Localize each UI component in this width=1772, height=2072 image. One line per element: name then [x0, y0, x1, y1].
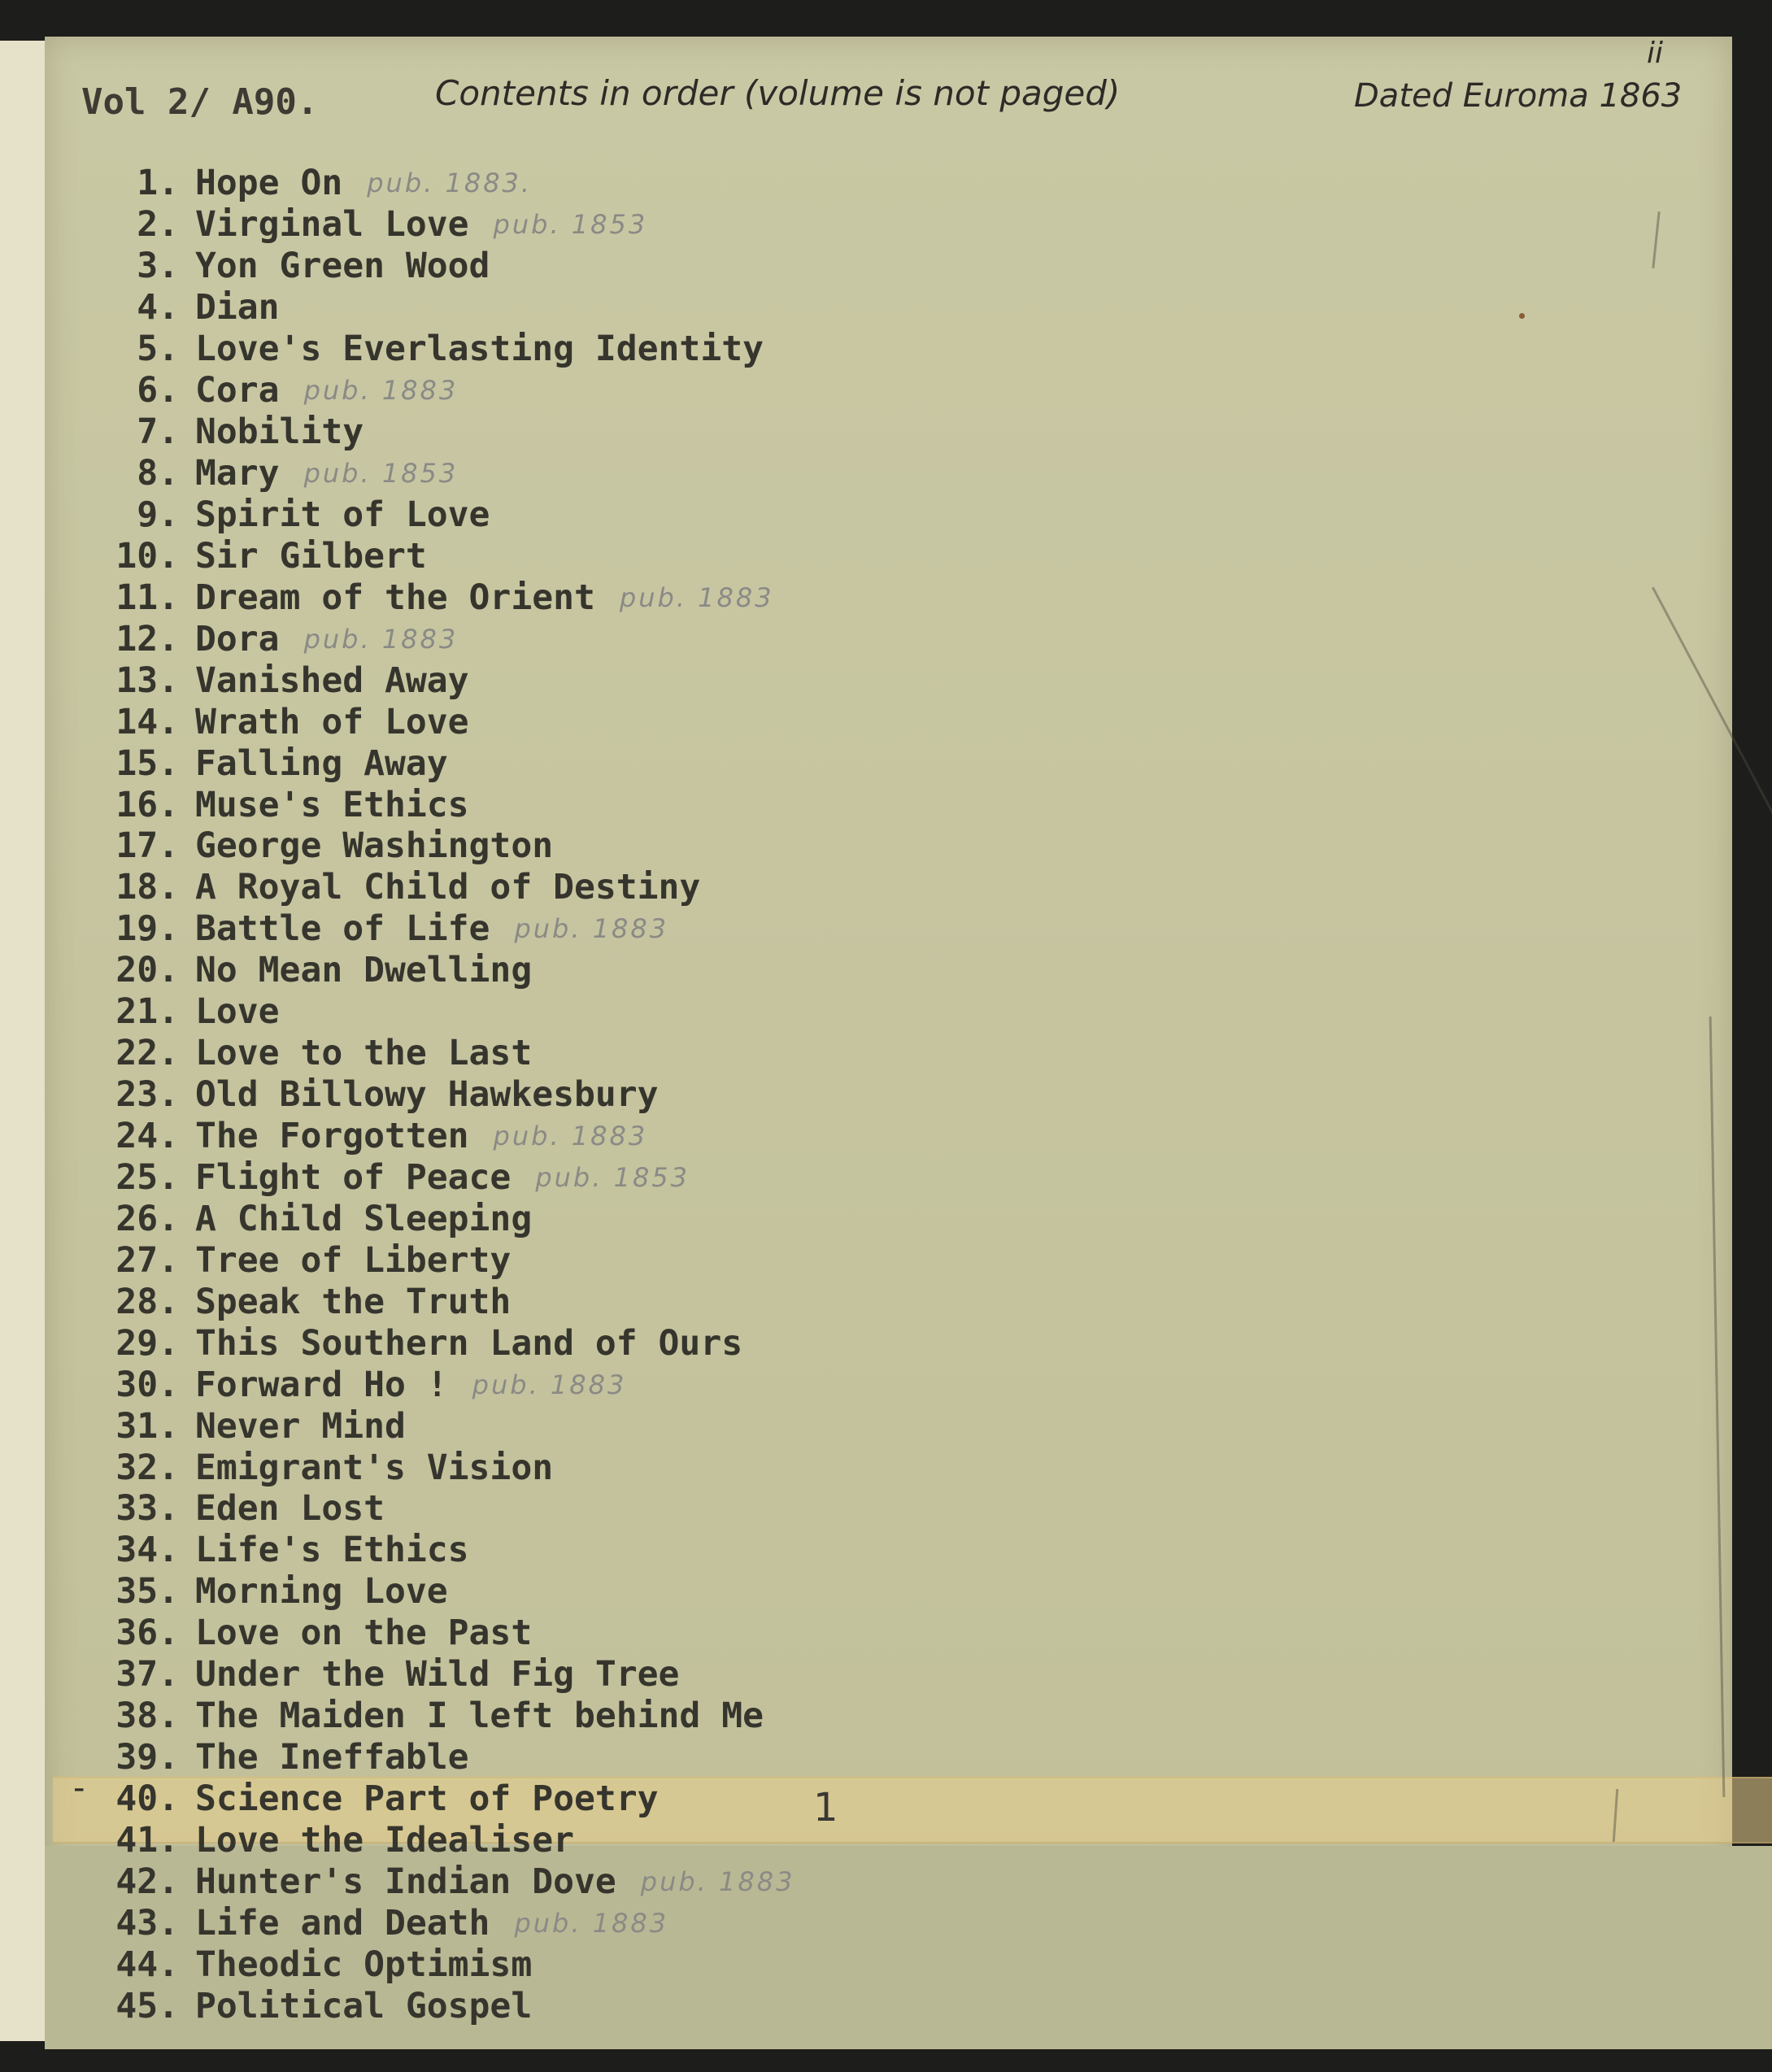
entry-number: 32. [115, 1447, 179, 1488]
contents-entry [77, 1281, 795, 1322]
contents-entry [77, 287, 795, 329]
contents-entry [77, 908, 795, 950]
contents-entry [77, 742, 795, 784]
contents-entry [77, 1737, 795, 1778]
contents-entry [77, 1447, 795, 1488]
entry-title: This Southern Land of Ours [195, 1322, 743, 1364]
contents-entry [77, 411, 795, 453]
entry-title: Speak the Truth [195, 1281, 512, 1322]
entry-number: 30. [115, 1364, 179, 1405]
margin-dash-mark: - [73, 1769, 85, 1807]
publication-note: pub. 1883 [303, 623, 459, 655]
entry-number: 35. [115, 1571, 179, 1613]
entry-number: 38. [115, 1695, 179, 1737]
entry-number: 11. [115, 577, 179, 618]
entry-number: 9. [137, 494, 179, 535]
publication-note: pub. 1883 [514, 913, 669, 945]
contents-entry [77, 1157, 795, 1199]
contents-entry [77, 1239, 795, 1281]
handwritten-contents-heading: Contents in order (volume is not paged) [435, 73, 1121, 113]
contents-entry [77, 825, 795, 867]
entry-title: Nobility [195, 411, 364, 453]
contents-entry [77, 1198, 795, 1239]
contents-entry [77, 1944, 795, 1985]
entry-title: Hunter's Indian Dove [195, 1861, 616, 1902]
entry-number: 25. [115, 1156, 179, 1198]
folio-number: ii [1647, 37, 1664, 70]
entry-title: Love the Idealiser [195, 1819, 574, 1861]
publication-note: pub. 1883 [640, 1865, 795, 1897]
publication-note: pub. 1883 [514, 1907, 669, 1939]
entry-title: The Maiden I left behind Me [195, 1695, 764, 1737]
contents-entry [77, 1985, 795, 2026]
contents-entry [77, 1778, 795, 1820]
entry-number: 27. [115, 1239, 179, 1281]
entry-number: 26. [115, 1198, 179, 1239]
contents-entry [77, 1820, 795, 1861]
entry-title: Dream of the Orient [195, 577, 595, 618]
entry-number: 12. [115, 618, 179, 659]
entry-title: Love [195, 991, 280, 1033]
entry-title: Forward Ho ! [195, 1364, 448, 1405]
handwritten-date-note: Dated Euroma 1863 [1354, 77, 1683, 115]
publication-note: pub. 1853 [493, 209, 648, 241]
entry-title: No Mean Dwelling [195, 950, 533, 991]
entry-number: 36. [115, 1613, 179, 1654]
entry-number: 17. [115, 825, 179, 867]
entry-title: Under the Wild Fig Tree [195, 1654, 680, 1695]
entry-number: 22. [115, 1033, 179, 1074]
paper-speck [1519, 313, 1525, 319]
contents-entry [77, 1405, 795, 1447]
entry-number: 2. [137, 204, 179, 246]
entry-title: Life and Death [195, 1902, 490, 1944]
entry-title: Dian [195, 287, 280, 329]
contents-entry [77, 1613, 795, 1654]
publication-note: pub. 1883 [619, 581, 774, 613]
contents-entry [77, 329, 795, 370]
publication-note: pub. 1853 [303, 458, 459, 490]
entry-title: Love on the Past [195, 1613, 533, 1654]
entry-number: 41. [115, 1819, 179, 1861]
entry-number: 31. [115, 1405, 179, 1447]
entry-number: 20. [115, 950, 179, 991]
entry-number: 23. [115, 1074, 179, 1116]
entry-number: 29. [115, 1322, 179, 1364]
entry-title: The Forgotten [195, 1116, 469, 1157]
entry-number: 33. [115, 1488, 179, 1530]
contents-list [77, 163, 795, 2026]
contents-entry [77, 784, 795, 825]
entry-number: 44. [115, 1944, 179, 1985]
entry-title: Theodic Optimism [195, 1944, 533, 1985]
entry-title: Emigrant's Vision [195, 1447, 554, 1488]
contents-entry [77, 991, 795, 1033]
entry-number: 39. [115, 1737, 179, 1778]
entry-title: Love to the Last [195, 1033, 533, 1074]
entry-number: 4. [137, 287, 179, 329]
entry-title: The Ineffable [195, 1737, 469, 1778]
contents-entry [77, 1530, 795, 1571]
entry-title: Science Part of Poetry [195, 1778, 659, 1820]
entry-title: Love's Everlasting Identity [195, 329, 764, 370]
contents-entry [77, 1488, 795, 1530]
entry-number: 19. [115, 908, 179, 950]
binding-strip [0, 41, 49, 2041]
entry-number: 21. [115, 991, 179, 1033]
contents-entry [77, 618, 795, 659]
entry-number: 15. [115, 742, 179, 784]
entry-title: Old Billowy Hawkesbury [195, 1074, 659, 1116]
contents-entry [77, 494, 795, 536]
entry-number: 18. [115, 867, 179, 908]
entry-title: Battle of Life [195, 908, 490, 950]
contents-entry [77, 453, 795, 494]
entry-number: 37. [115, 1654, 179, 1695]
contents-entry [77, 950, 795, 991]
entry-number: 24. [115, 1116, 179, 1157]
contents-entry [77, 1364, 795, 1405]
entry-number: 16. [115, 784, 179, 825]
entry-title: Virginal Love [195, 204, 469, 246]
entry-title: Sir Gilbert [195, 535, 427, 577]
contents-entry [77, 1033, 795, 1074]
pencil-mark: 1 [813, 1785, 838, 1830]
contents-entry [77, 659, 795, 701]
entry-number: 10. [115, 535, 179, 577]
contents-entry [77, 701, 795, 742]
entry-number: 1. [137, 163, 179, 204]
entry-title: Falling Away [195, 742, 448, 784]
entry-title: Morning Love [195, 1571, 448, 1613]
entry-title: Yon Green Wood [195, 246, 490, 287]
contents-entry [77, 1695, 795, 1737]
contents-entry [77, 204, 795, 246]
contents-entry [77, 577, 795, 618]
contents-entry [77, 246, 795, 287]
entry-title: Eden Lost [195, 1488, 385, 1530]
entry-number: 3. [137, 246, 179, 287]
contents-entry [77, 1861, 795, 1902]
entry-title: Wrath of Love [195, 701, 469, 742]
entry-title: Cora [195, 370, 280, 411]
entry-title: Tree of Liberty [195, 1239, 512, 1281]
contents-entry [77, 1654, 795, 1695]
entry-title: Flight of Peace [195, 1156, 512, 1198]
entry-number: 43. [115, 1902, 179, 1944]
entry-title: Mary [195, 453, 280, 494]
entry-title: Muse's Ethics [195, 784, 469, 825]
entry-number: 8. [137, 453, 179, 494]
volume-reference: Vol 2/ A90. [81, 81, 319, 123]
entry-title: Vanished Away [195, 659, 469, 701]
publication-note: pub. 1883 [472, 1369, 627, 1400]
entry-title: Life's Ethics [195, 1530, 469, 1571]
contents-entry [77, 370, 795, 411]
contents-entry [77, 1116, 795, 1157]
entry-title: Political Gospel [195, 1985, 533, 2026]
entry-number: 13. [115, 659, 179, 701]
entry-number: 28. [115, 1281, 179, 1322]
entry-number: 6. [137, 370, 179, 411]
entry-title: Never Mind [195, 1405, 406, 1447]
entry-title: Hope On [195, 163, 343, 204]
publication-note: pub. 1883 [493, 1121, 648, 1152]
entry-number: 45. [115, 1985, 179, 2026]
entry-number: 42. [115, 1861, 179, 1902]
entry-number: 14. [115, 701, 179, 742]
entry-title: Dora [195, 618, 280, 659]
entry-title: Spirit of Love [195, 494, 490, 535]
entry-number: 5. [137, 329, 179, 370]
contents-entry [77, 535, 795, 577]
contents-entry [77, 1571, 795, 1613]
contents-entry [77, 1322, 795, 1364]
publication-note: pub. 1883. [367, 168, 533, 199]
contents-entry [77, 867, 795, 908]
entry-title: A Child Sleeping [195, 1198, 533, 1239]
entry-title: George Washington [195, 825, 554, 867]
contents-entry [77, 163, 795, 204]
publication-note: pub. 1853 [535, 1161, 690, 1193]
entry-number: 34. [115, 1530, 179, 1571]
contents-entry [77, 1074, 795, 1116]
entry-title: A Royal Child of Destiny [195, 867, 701, 908]
entry-number: 40. [115, 1778, 179, 1820]
entry-number: 7. [137, 411, 179, 453]
publication-note: pub. 1883 [303, 375, 459, 407]
contents-entry [77, 1902, 795, 1944]
